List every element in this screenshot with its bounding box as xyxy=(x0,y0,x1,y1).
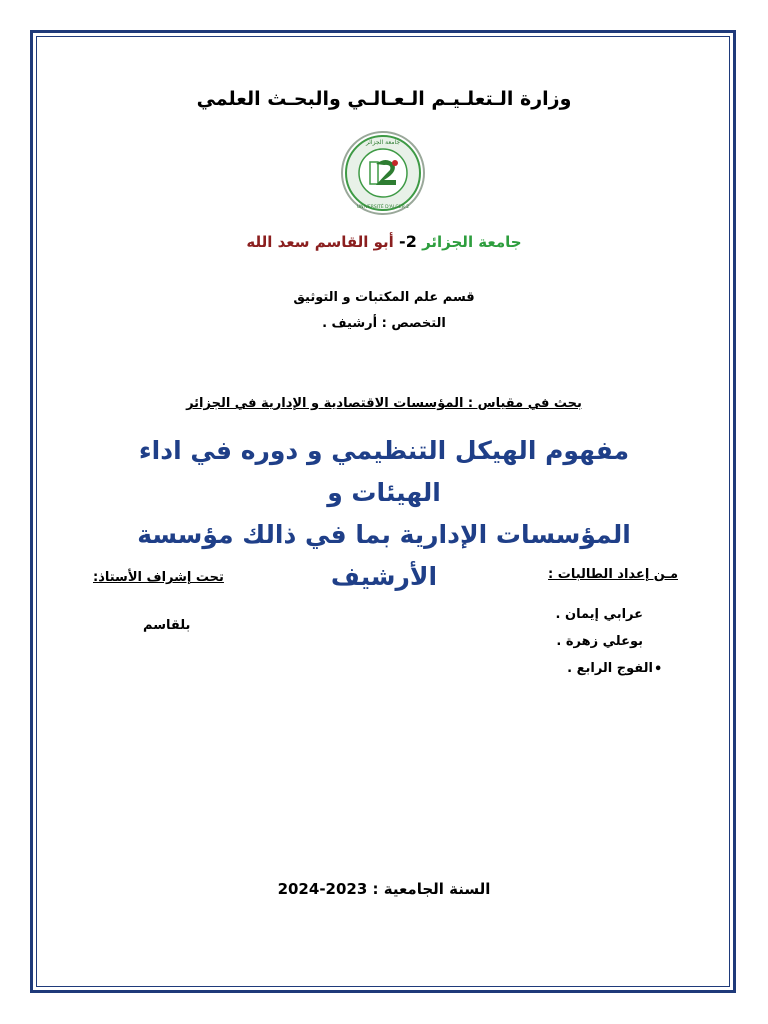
supervisor-name: بلقاسم xyxy=(143,618,191,633)
academic-year: السنة الجامعية : 2023-2024 xyxy=(277,880,491,898)
prepared-by-label: مـن إعداد الطالبات : xyxy=(548,567,678,582)
bullet-icon: • xyxy=(654,662,663,677)
student-name: عرابي إيمان . xyxy=(555,607,643,622)
university-name-red: أبو القاسم سعد الله xyxy=(246,233,394,251)
module-subject: بحث في مقياس : المؤسسات الاقتصادية و الإدارية في الجزائر xyxy=(186,396,582,411)
department: قسم علم المكتبات و التوثيق xyxy=(293,290,475,305)
specialization: التخصص : أرشيف . xyxy=(322,316,446,331)
university-name-green: جامعة الجزائر xyxy=(422,233,522,251)
seal-text-bottom: UNIVERSITÉ D'ALGER 2 xyxy=(356,205,410,210)
supervisor-label: تحت إشراف الأستاذ: xyxy=(93,570,224,585)
seal-text-top: جامعة الجزائر xyxy=(365,139,401,146)
university-seal-icon xyxy=(340,130,426,216)
university-name xyxy=(0,232,768,251)
ministry-heading: وزارة الـتعلـيـم الـعـالـي والبحـث العلمي xyxy=(196,88,572,110)
university-number: 2- xyxy=(399,232,417,251)
student-name: بوعلي زهرة . xyxy=(556,634,643,649)
research-title-line-2: المؤسسات الإدارية بما في ذالك مؤسسة الأرشيف xyxy=(137,520,631,591)
group-name: الفوج الرابع . xyxy=(567,661,653,676)
research-title-line-1: مفهوم الهيكل التنظيمي و دوره في اداء الهيئات و xyxy=(138,436,630,507)
